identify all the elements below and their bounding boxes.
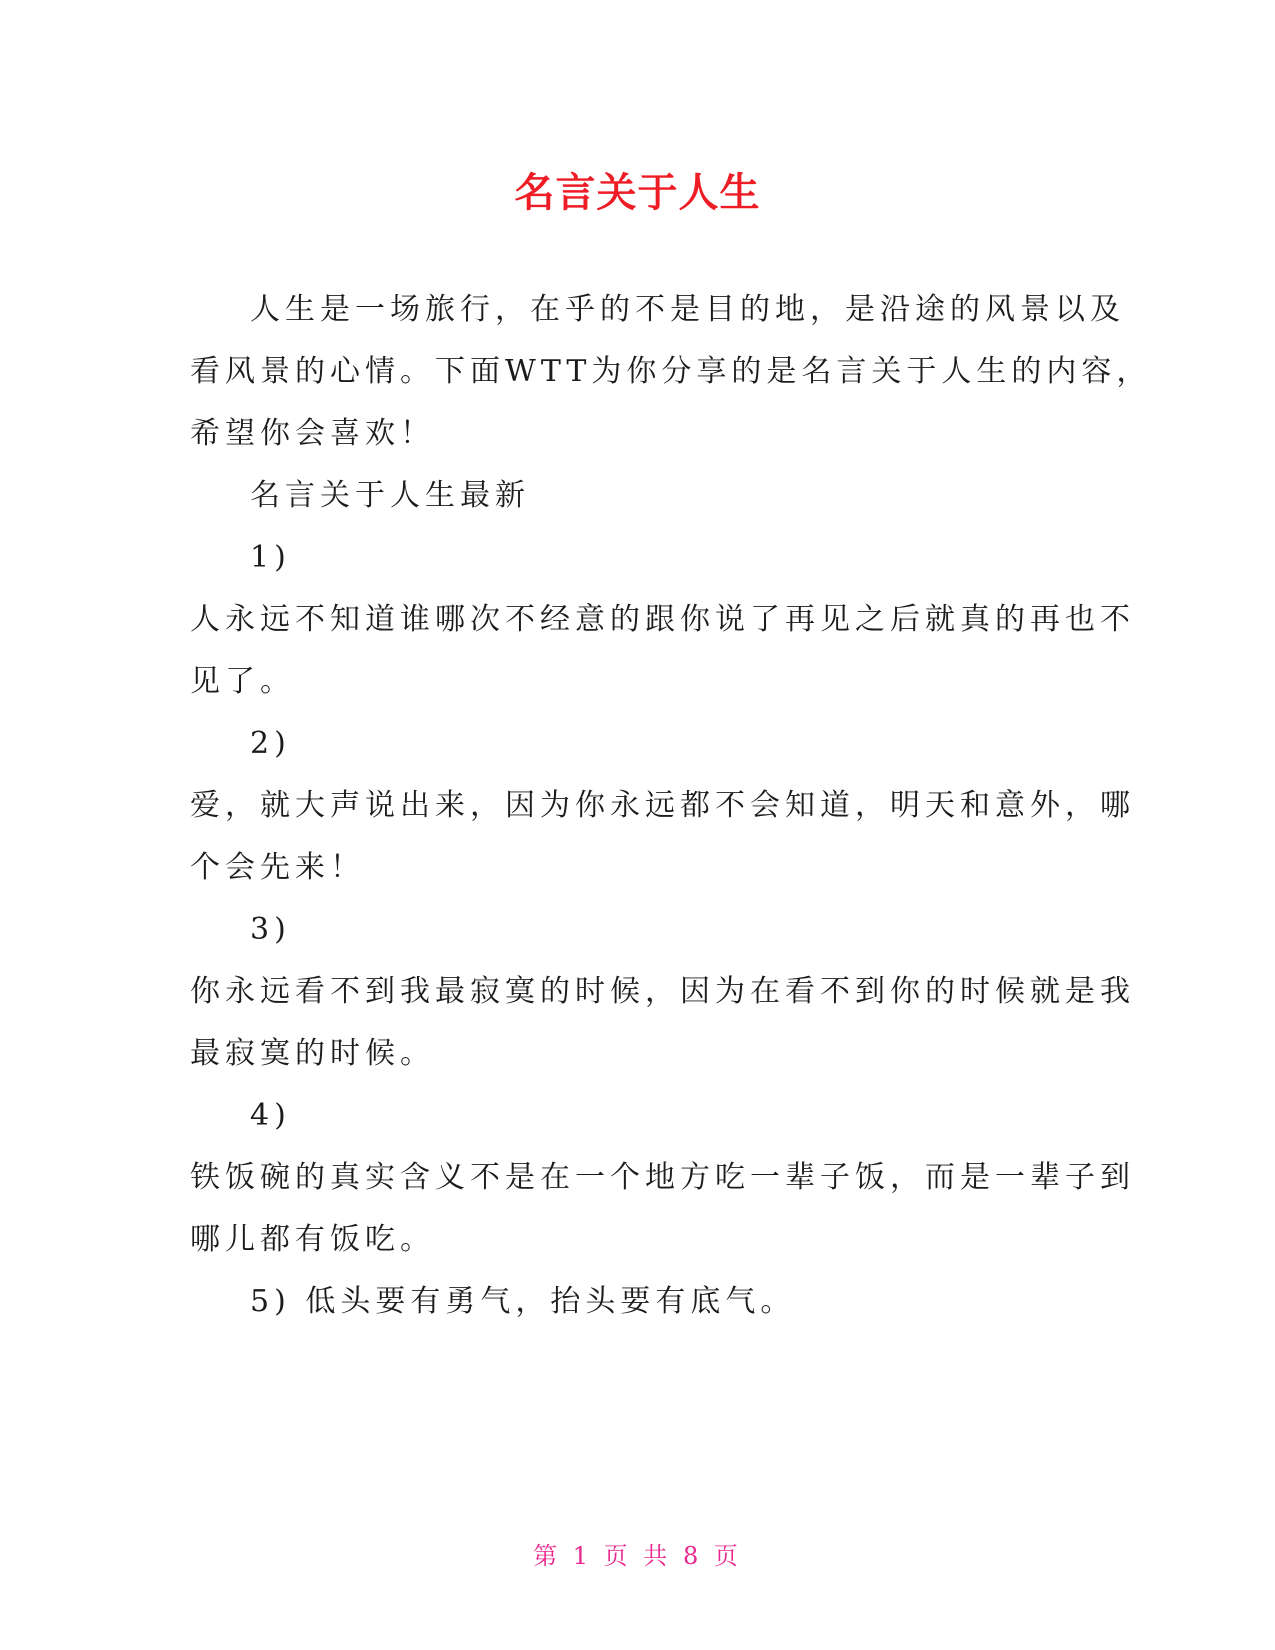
quote-2-line-1: 爱，就大声说出来，因为你永远都不会知道，明天和意外，哪 [190,788,1135,823]
quote-number-2: 2) [250,726,291,761]
intro-line-3: 希望你会喜欢！ [190,416,435,451]
quote-3-line-1: 你永远看不到我最寂寞的时候，因为在看不到你的时候就是我 [190,974,1135,1009]
quote-2-line-2: 个会先来！ [190,850,365,885]
quote-1-line-2: 见了。 [190,664,295,699]
quote-5-line: 5) 低头要有勇气，抬头要有底气。 [250,1284,796,1319]
quote-number-4: 4) [250,1098,291,1133]
intro-line-1: 人生是一场旅行，在乎的不是目的地，是沿途的风景以及 [250,292,1125,327]
intro-line-2: 看风景的心情。下面WTT为你分享的是名言关于人生的内容， [190,354,1152,389]
quote-4-line-1: 铁饭碗的真实含义不是在一个地方吃一辈子饭，而是一辈子到 [190,1160,1135,1195]
quote-4-line-2: 哪儿都有饭吃。 [190,1222,435,1257]
quote-number-3: 3) [250,912,291,947]
quote-1-line-1: 人永远不知道谁哪次不经意的跟你说了再见之后就真的再也不 [190,602,1135,637]
quote-number-1: 1) [250,540,291,575]
document-title: 名言关于人生 [514,170,761,216]
page-number-footer: 第 1 页 共 8 页 [533,1542,742,1570]
quote-3-line-2: 最寂寞的时候。 [190,1036,435,1071]
section-heading: 名言关于人生最新 [250,478,530,513]
